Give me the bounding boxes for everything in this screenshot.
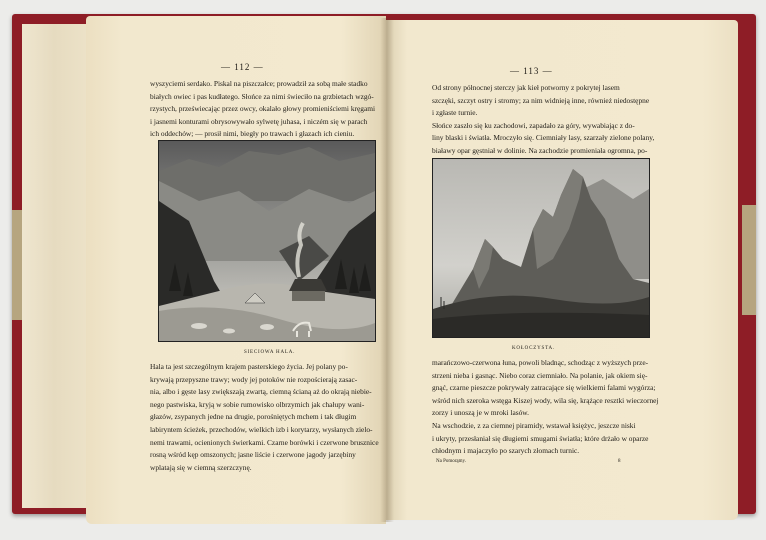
- mountain-peak-engraving: [433, 159, 649, 337]
- text-line: strzeni nieba i gasnąc. Niebo coraz ciemniało. Na polanie, jak okiem się-: [432, 370, 648, 380]
- book-gutter: [380, 18, 394, 522]
- text-line: chłodnym i majaczyło po szarych złomach turnic.: [432, 446, 580, 456]
- text-line: Od strony północnej sterczy jak kieł potworny z pokrytej lasem: [432, 83, 620, 92]
- text-line: ich oddechów; — prosił nimi, biegły po trawach i głazach ich cieniu.: [150, 129, 355, 139]
- cover-hinge-right: [742, 205, 756, 315]
- text-line: gnąć, czarne pieszcze pokrywały zatracające się wielkiemi falami wygórza;: [432, 383, 656, 393]
- left-page-number: — 112 —: [221, 62, 264, 72]
- text-line: szczęki, szczyt ostry i stromy; za nim widnieją inne, również niedostępne: [432, 95, 650, 105]
- right-bottom-text: [432, 357, 696, 458]
- text-line: zorzy i unoszą je w mroki lasów.: [432, 408, 530, 418]
- text-line: Słońce zaszło się ku zachodowi, zapadało za góry, wywabiając z do-: [432, 120, 635, 130]
- text-line: Na wschodzie, z za ciemnej piramidy, wstawał księżyc, jeszcze niski: [432, 420, 636, 430]
- text-line: nego pastwiska, kryją w sobie rumowisko olbrzymich jak chałupy wani-: [150, 399, 365, 409]
- right-page-number: — 113 —: [510, 66, 553, 76]
- illustration-caption-left: SIECIOWA HALA.: [244, 350, 296, 355]
- text-line: wśród nich szeroka wstęga Kiszej wody, wila się, krążące resztki wieczornej: [432, 395, 659, 405]
- text-line: liny blaski i światła. Mroczyło się. Ciemniały lasy, szarzały zielone polany,: [432, 133, 655, 143]
- text-line: nemi trawami, ocienionych świerkami. Czarne borówki i czerwone brusznice: [150, 437, 379, 447]
- illustration-kolczysta: [432, 158, 650, 338]
- footer-sheet-mark: 8: [618, 459, 621, 464]
- text-line: głazów, zsypanych jedne na drugie, porośniętych mchem i tak długim: [150, 412, 357, 422]
- text-line: rzystych, przeświecając przez owcy, okalało głowy promieniściemi kręgami: [150, 104, 376, 114]
- text-line: Hala ta jest szczególnym krajem pasterskiego życia. Jej polany po-: [150, 362, 348, 371]
- right-page: [386, 20, 738, 520]
- illustration-sieciowa-hala: [158, 140, 376, 342]
- left-bottom-text: [150, 361, 382, 474]
- text-line: białych owiec i pas kudłatego. Słońce za nimi świeciło na grzbietach wzgó-: [150, 91, 374, 101]
- footer-signature: Na Pomorąmy.: [436, 459, 466, 464]
- mountain-meadow-engraving: [159, 141, 375, 341]
- text-line: białawy opar gęstniał w dolinie. Na zachodzie promieniała ogromna, po-: [432, 145, 648, 155]
- text-line: wplatają się w ciemną szerzczynę.: [150, 462, 252, 472]
- text-line: i zgłaste turnie.: [432, 108, 478, 118]
- text-line: nia, albo i gęste lasy zwiększają zwartą, ciemną ścianą aż do okrają niebie-: [150, 387, 372, 397]
- text-line: rosną wśród kęp omszonych; jasne liście i czerwone jagody jarzębiny: [150, 450, 356, 460]
- right-top-text: [432, 82, 696, 158]
- text-line: krywają przepyszne trawy; wody jej potoków nie rozpościerają zasac-: [150, 374, 358, 384]
- text-line: i ukryty, przesłaniał się długiemi smugami światła; które drżało w oparze: [432, 433, 649, 443]
- text-line: labiryntem ścieżek, przechodów, wielkich izb i korytarzy, wysłanych zielo-: [150, 424, 373, 434]
- text-line: i jasnemi konturami obrysowywało sylwetę juhasa, i niczém się w parach: [150, 116, 368, 126]
- text-line: wyszyciemi serdako. Piskal na piszczałce; prowadził za sobą małe stadko: [150, 79, 368, 88]
- illustration-caption-right: KOŁOCZYSTA.: [512, 346, 555, 351]
- text-line: marańczowo-czerwona łuna, powoli bladnąc, schodząc z wyższych prze-: [432, 358, 649, 367]
- left-page: [86, 16, 386, 524]
- left-top-text: [150, 78, 382, 141]
